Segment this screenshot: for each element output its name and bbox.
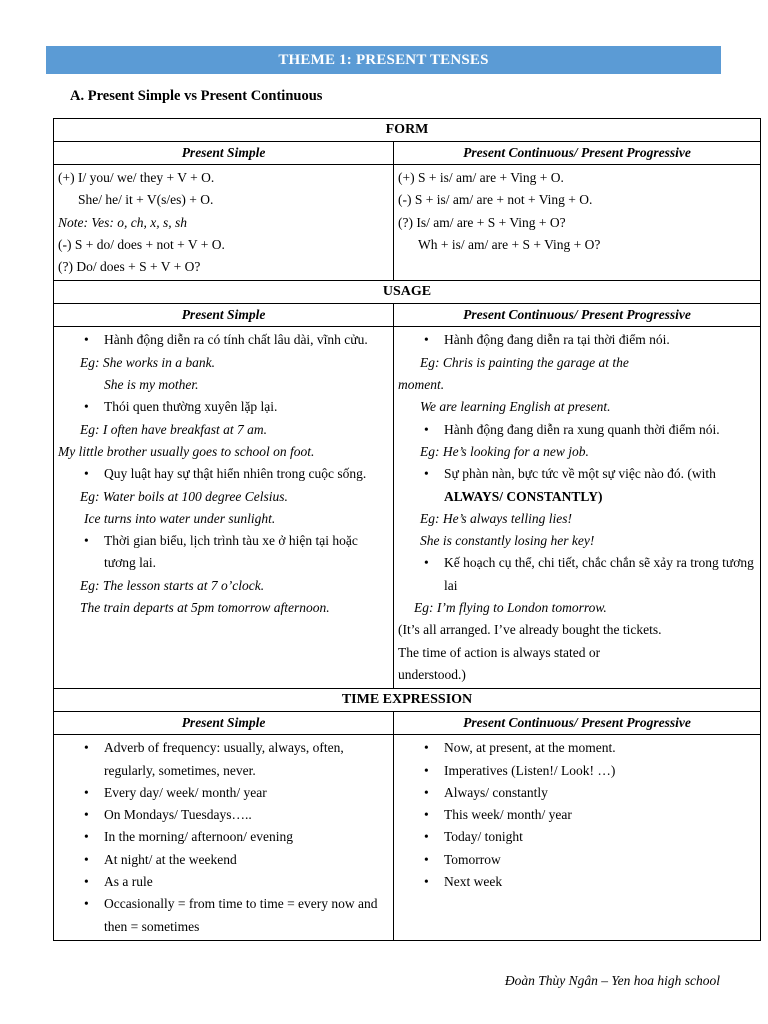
time-item: • On Mondays/ Tuesdays…..	[58, 804, 389, 826]
usage-bullet: • Kế hoạch cụ thể, chi tiết, chắc chắn sẽ xảy ra trong tương lai	[398, 552, 756, 597]
footer-author: Đoàn Thùy Ngân – Yen hoa high school	[504, 973, 720, 988]
usage-example: Eg: He’s looking for a new job.	[420, 443, 589, 459]
usage-example: We are learning English at present.	[420, 399, 611, 415]
usage-bullet: • Thói quen thường xuyên lặp lại.	[58, 396, 389, 418]
time-item: • Imperatives (Listen!/ Look! …)	[398, 760, 756, 782]
time-left-cell	[54, 735, 394, 941]
usage-example: Eg: Water boils at 100 degree Celsius.	[80, 488, 288, 504]
form-line: She/ he/ it + V(s/es) + O.	[78, 192, 214, 208]
usage-example: moment.	[398, 377, 445, 393]
usage-example: Eg: The lesson starts at 7 o’clock.	[80, 577, 265, 593]
time-item: • Today/ tonight	[398, 826, 756, 848]
usage-example: My little brother usually goes to school on foot.	[58, 443, 315, 459]
section-title: A. Present Simple vs Present Continuous	[70, 88, 323, 104]
usage-bullet: • Hành động đang diễn ra xung quanh thời điểm nói.	[398, 419, 756, 441]
usage-header: USAGE	[54, 281, 761, 304]
time-item: • Now, at present, at the moment.	[398, 737, 756, 759]
form-note: Note: Ves: o, ch, x, s, sh	[58, 214, 187, 230]
usage-bullet: • Sự phàn nàn, bực tức về một sự việc nào đó. (with ALWAYS/ CONSTANTLY)	[398, 463, 756, 508]
form-line: (+) S + is/ am/ are + Ving + O.	[398, 170, 564, 185]
theme-banner: THEME 1: PRESENT TENSES	[46, 46, 721, 74]
time-item: • At night/ at the weekend	[58, 849, 389, 871]
time-item: • Tomorrow	[398, 849, 756, 871]
usage-example: Eg: Chris is painting the garage at the	[420, 354, 629, 370]
form-col-right: Present Continuous/ Present Progressive	[394, 142, 761, 165]
usage-example: Eg: He’s always telling lies!	[420, 510, 572, 526]
usage-note: (It’s all arranged. I’ve already bought the tickets.	[398, 622, 662, 638]
time-header: TIME EXPRESSION	[54, 689, 761, 712]
usage-bullet: • Hành động đang diễn ra tại thời điểm nói.	[398, 329, 756, 351]
form-line: (?) Is/ am/ are + S + Ving + O?	[398, 214, 566, 230]
usage-example: Eg: I’m flying to London tomorrow.	[414, 600, 607, 616]
usage-note: The time of action is always stated or	[398, 644, 601, 660]
usage-col-right: Present Continuous/ Present Progressive	[394, 304, 761, 327]
time-item: • Adverb of frequency: usually, always, often, regularly, sometimes, never.	[58, 737, 389, 782]
form-line: (+) I/ you/ we/ they + V + O.	[58, 170, 215, 185]
usage-example: She is my mother.	[104, 377, 199, 393]
time-item: • As a rule	[58, 871, 389, 893]
usage-example: She is constantly losing her key!	[420, 533, 595, 549]
time-col-left: Present Simple	[54, 712, 394, 735]
time-item: • In the morning/ afternoon/ evening	[58, 826, 389, 848]
time-col-right: Present Continuous/ Present Progressive	[394, 712, 761, 735]
time-item: • Occasionally = from time to time = every now and then = sometimes	[58, 893, 389, 938]
form-line: Wh + is/ am/ are + S + Ving + O?	[418, 236, 601, 252]
time-right-cell	[394, 735, 761, 941]
form-col-left: Present Simple	[54, 142, 394, 165]
form-line: (-) S + is/ am/ are + not + Ving + O.	[398, 192, 593, 208]
usage-left-cell	[54, 327, 394, 689]
usage-col-left: Present Simple	[54, 304, 394, 327]
usage-example: Ice turns into water under sunlight.	[84, 510, 276, 526]
form-left-cell	[54, 165, 394, 281]
form-right-cell	[394, 165, 761, 281]
time-item: • Every day/ week/ month/ year	[58, 782, 389, 804]
usage-example: Eg: She works in a bank.	[80, 354, 215, 370]
tenses-table	[53, 118, 761, 941]
usage-bullet: • Thời gian biểu, lịch trình tàu xe ở hiện tại hoặc tương lai.	[58, 530, 389, 575]
usage-right-cell	[394, 327, 761, 689]
usage-example: Eg: I often have breakfast at 7 am.	[80, 421, 267, 437]
time-item: • Always/ constantly	[398, 782, 756, 804]
usage-bullet: • Quy luật hay sự thật hiển nhiên trong cuộc sống.	[58, 463, 389, 485]
time-item: • Next week	[398, 871, 756, 893]
time-item: • This week/ month/ year	[398, 804, 756, 826]
usage-bullet: • Hành động diễn ra có tính chất lâu dài, vĩnh cửu.	[58, 329, 389, 351]
usage-note: understood.)	[398, 666, 466, 682]
form-line: (?) Do/ does + S + V + O?	[58, 259, 201, 275]
usage-example: The train departs at 5pm tomorrow afternoon.	[80, 600, 330, 616]
form-line: (-) S + do/ does + not + V + O.	[58, 236, 225, 252]
form-header: FORM	[54, 119, 761, 142]
